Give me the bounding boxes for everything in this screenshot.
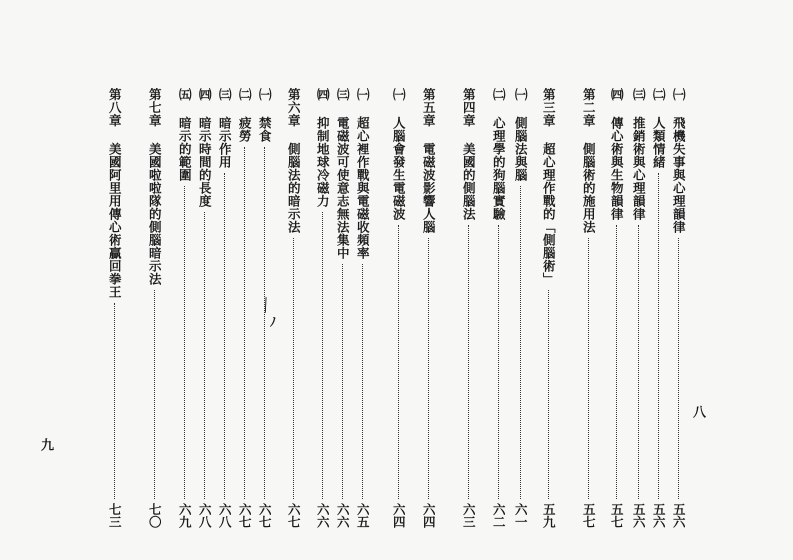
leader-dots bbox=[293, 238, 294, 500]
page-number-right: 八 bbox=[690, 405, 705, 418]
toc-entry-title: ㈠ 禁食 bbox=[257, 88, 273, 143]
toc-entry-page: 六七 bbox=[237, 503, 253, 528]
leader-dots bbox=[154, 290, 155, 500]
leader-dots bbox=[638, 225, 639, 500]
toc-entry-title: ㈡ 心理學的狗腦實驗 bbox=[491, 88, 507, 221]
leader-dots bbox=[588, 238, 589, 500]
ink-mark: ﾉ bbox=[270, 315, 277, 329]
toc-entry-page: 五七 bbox=[609, 503, 625, 528]
toc-entry-page: 六八 bbox=[197, 503, 213, 528]
toc-entry-title: 第六章 側腦法的暗示法 bbox=[286, 88, 302, 234]
leader-dots bbox=[244, 147, 245, 500]
toc-entry bbox=[458, 88, 478, 528]
leader-dots bbox=[678, 238, 679, 500]
toc-entry-title: 第五章 電磁波影響人腦 bbox=[421, 88, 437, 234]
leader-dots bbox=[428, 238, 429, 500]
toc-entry bbox=[648, 88, 668, 528]
toc-entry-title: ㈢ 電磁波可使意志無法集中 bbox=[335, 88, 351, 260]
toc-entry-page: 六七 bbox=[257, 503, 273, 528]
toc-entry-title: 第四章 美國的側腦法 bbox=[461, 88, 477, 221]
toc-entry bbox=[214, 88, 234, 528]
leader-dots bbox=[224, 173, 225, 500]
toc-entry-page: 六八 bbox=[217, 503, 233, 528]
leader-dots bbox=[616, 225, 617, 500]
toc-entry bbox=[174, 88, 194, 528]
toc-entry-page: 六四 bbox=[421, 503, 437, 528]
leader-dots bbox=[342, 264, 343, 500]
toc-entry-page: 六七 bbox=[286, 503, 302, 528]
toc-entry bbox=[254, 88, 277, 528]
toc-entry-title: 第八章 美國阿里用傳心術贏回拳王 bbox=[107, 88, 123, 299]
toc-entry bbox=[418, 88, 438, 528]
toc-entry-page: 六四 bbox=[391, 503, 407, 528]
leader-dots bbox=[264, 147, 265, 500]
toc-entry bbox=[578, 88, 598, 528]
toc-entry-title: ㈡ 疲勞 bbox=[237, 88, 253, 143]
leader-dots bbox=[520, 186, 521, 500]
toc-entry-title: 第三章 超心理作戰的「側腦術」 bbox=[541, 88, 557, 286]
toc-entry-page: 五六 bbox=[631, 503, 647, 528]
toc-entry bbox=[194, 88, 214, 528]
toc-entry-title: ㈢ 暗示作用 bbox=[217, 88, 233, 169]
toc-entry-page: 五六 bbox=[671, 503, 687, 528]
toc-entry-page: 六九 bbox=[177, 503, 193, 528]
toc-entry bbox=[144, 88, 164, 528]
toc-entry-page: 六六 bbox=[315, 503, 331, 528]
toc-entry bbox=[234, 88, 254, 528]
page-number-left: 九 bbox=[38, 438, 53, 451]
toc-entry-title: 第二章 側腦術的施用法 bbox=[581, 88, 597, 234]
toc-entry-title: ㈣ 傳心術與生物韻律 bbox=[609, 88, 625, 221]
toc-entry-title: ㈠ 側腦法與腦 bbox=[513, 88, 529, 182]
toc-entry bbox=[488, 88, 508, 528]
toc-entry bbox=[538, 88, 558, 528]
leader-dots bbox=[204, 212, 205, 500]
leader-dots bbox=[658, 173, 659, 500]
toc-entry-title: ㈡ 人類情緒 bbox=[651, 88, 667, 169]
toc-entry-page: 五九 bbox=[541, 503, 557, 528]
toc-entry bbox=[332, 88, 352, 528]
leader-dots bbox=[362, 264, 363, 500]
toc-entry bbox=[606, 88, 626, 528]
toc-entry bbox=[283, 88, 303, 528]
leader-dots bbox=[468, 225, 469, 500]
toc-entry bbox=[352, 88, 372, 528]
leader-dots bbox=[548, 290, 549, 500]
toc-entry-page: 六六 bbox=[335, 503, 351, 528]
toc-entry bbox=[510, 88, 530, 528]
ink-mark: ╲ bbox=[258, 297, 273, 313]
toc-entry-title: ㈤ 暗示的範圍 bbox=[177, 88, 193, 182]
leader-dots bbox=[498, 225, 499, 500]
toc-entry-page: 五六 bbox=[651, 503, 667, 528]
toc-entry-title: ㈠ 人腦會發生電磁波 bbox=[391, 88, 407, 221]
toc-entry-title: ㈠ 飛機失事與心理韻律 bbox=[671, 88, 687, 234]
leader-dots bbox=[184, 186, 185, 500]
toc-entry-page: 六三 bbox=[461, 503, 477, 528]
toc-entry-title: ㈣ 暗示時間的長度 bbox=[197, 88, 213, 208]
toc-entry-page: 五七 bbox=[581, 503, 597, 528]
toc-entry-page: 七三 bbox=[107, 503, 123, 528]
toc-entry bbox=[312, 88, 332, 528]
toc-entry-page: 七〇 bbox=[147, 503, 163, 528]
toc-entry bbox=[388, 88, 408, 528]
toc-entry-title: ㈠ 超心裡作戰與電磁收頻率 bbox=[355, 88, 371, 260]
toc-entry-page: 六二 bbox=[491, 503, 507, 528]
toc-entry-page: 六一 bbox=[513, 503, 529, 528]
toc-entry bbox=[628, 88, 648, 528]
toc-entry-title: ㈣ 抑制地球冷磁力 bbox=[315, 88, 331, 208]
toc-entry-title: 第七章 美國啦啦隊的側腦暗示法 bbox=[147, 88, 163, 286]
toc-entry-title: ㈢ 推銷術與心理韻律 bbox=[631, 88, 647, 221]
leader-dots bbox=[114, 303, 115, 500]
toc-entry bbox=[668, 88, 688, 528]
toc-entry bbox=[104, 88, 124, 528]
toc-entry-page: 六五 bbox=[355, 503, 371, 528]
leader-dots bbox=[398, 225, 399, 500]
leader-dots bbox=[322, 212, 323, 500]
